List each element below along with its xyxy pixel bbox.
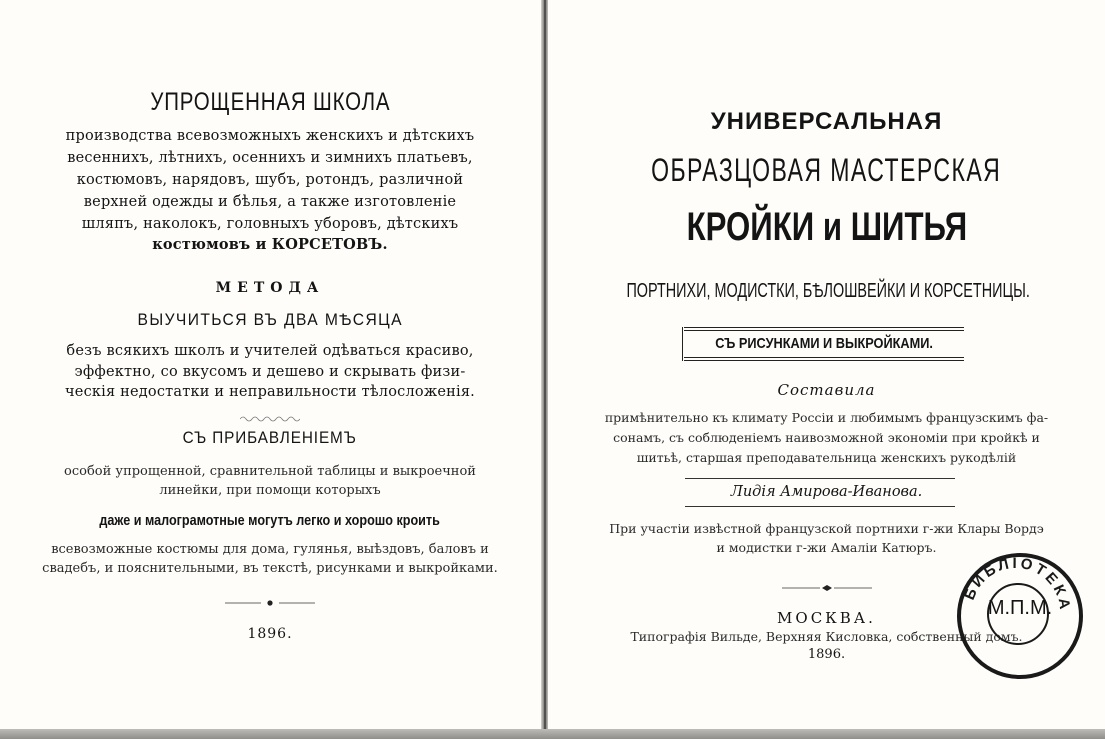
compiled-line-1: примѣнительно къ климату Россіи и любимымъ французскимъ фа-	[604, 410, 1049, 425]
compiled-line-2: сонамъ, съ соблюденіемъ наивозможной экономіи при кройкѣ и	[613, 430, 1040, 445]
stamp-center-text: М.П.М.	[987, 597, 1053, 619]
author-rule-top	[685, 478, 955, 479]
supplement-line-2: линейки, при помощи которыхъ	[159, 483, 381, 498]
compiled-by: Составила	[777, 381, 876, 399]
illustrations-box	[684, 327, 964, 361]
method-line-3: ческія недостатки и неправильности тѣлосложенія.	[65, 384, 475, 400]
participation-line-2: и модистки г-жи Амаліи Катюръ.	[716, 540, 937, 555]
supplement-heading: СЪ ПРИБАВЛЕНІЕМЪ	[182, 428, 358, 447]
printer: Типографія Вильде, Верхняя Кисловка, собственный домъ.	[630, 629, 1023, 644]
right-year: 1896.	[807, 647, 846, 662]
intro-line-2: весеннихъ, лѣтнихъ, осеннихъ и зимнихъ платьевъ,	[67, 150, 473, 166]
metoda-heading: МЕТОДА	[215, 280, 325, 296]
method-line-2: эффектно, со вкусомъ и дешево и скрывать физи-	[74, 364, 466, 380]
illustrations-label: СЪ РИСУНКАМИ И ВЫКРОЙКАМИ.	[715, 335, 933, 352]
left-divider-ornament-1	[0, 408, 540, 427]
intro-line-1: производства всевозможныхъ женскихъ и дѣтскихъ	[65, 128, 475, 144]
author-name: Лидія Амирова-Иванова.	[730, 484, 923, 500]
intro-line-5: шляпъ, наколокъ, головныхъ уборовъ, дѣтскихъ	[81, 216, 459, 232]
emphasis-line: даже и малограмотные могутъ легко и хорошо кроить	[99, 512, 441, 529]
author-rule-bottom	[685, 506, 955, 507]
intro-line-4: верхней одежды и бѣлья, а также изготовленіе	[83, 194, 457, 210]
intro-line-3: костюмовъ, нарядовъ, шубъ, ротондъ, различной	[76, 172, 464, 188]
right-title-3: КРОЙКИ и ШИТЬЯ	[686, 205, 967, 249]
left-divider-ornament-2	[0, 593, 540, 612]
svg-text:БИБЛІОТЕКА: БИБЛІОТЕКА	[960, 554, 1074, 614]
intro-line-6: костюмовъ и КОРСЕТОВЪ.	[152, 236, 388, 253]
right-title-4: ПОРТНИХИ, МОДИСТКИ, БѢЛОШВЕЙКИ И КОРСЕТНИЦЫ.	[626, 280, 1030, 302]
learn-heading: ВЫУЧИТЬСЯ ВЪ ДВА МѢСЯЦА	[137, 310, 403, 329]
method-line-1: безъ всякихъ школъ и учителей одѣваться красиво,	[66, 343, 474, 359]
library-stamp	[957, 553, 1083, 679]
closing-line-2: свадебъ, и пояснительными, въ текстѣ, рисунками и выкройками.	[42, 561, 498, 576]
city: МОСКВА.	[777, 609, 876, 627]
scan-bottom-edge	[0, 729, 1105, 739]
compiled-line-3: шитьѣ, старшая преподавательница женскихъ рукодѣлій	[636, 450, 1017, 465]
supplement-line-1: особой упрощенной, сравнительной таблицы и выкроечной	[64, 464, 476, 479]
left-title: УПРОЩЕННАЯ ШКОЛА	[149, 88, 391, 116]
left-year: 1896.	[247, 626, 293, 642]
left-page	[0, 0, 540, 729]
right-title-1: УНИВЕРСАЛЬНАЯ	[710, 108, 943, 135]
participation-line-1: При участіи извѣстной французской портнихи г-жи Клары Вордэ	[609, 521, 1044, 536]
right-title-2: ОБРАЗЦОВАЯ МАСТЕРСКАЯ	[651, 152, 1002, 188]
closing-line-1: всевозможные костюмы для дома, гулянья, выѣздовъ, баловъ и	[51, 542, 489, 557]
